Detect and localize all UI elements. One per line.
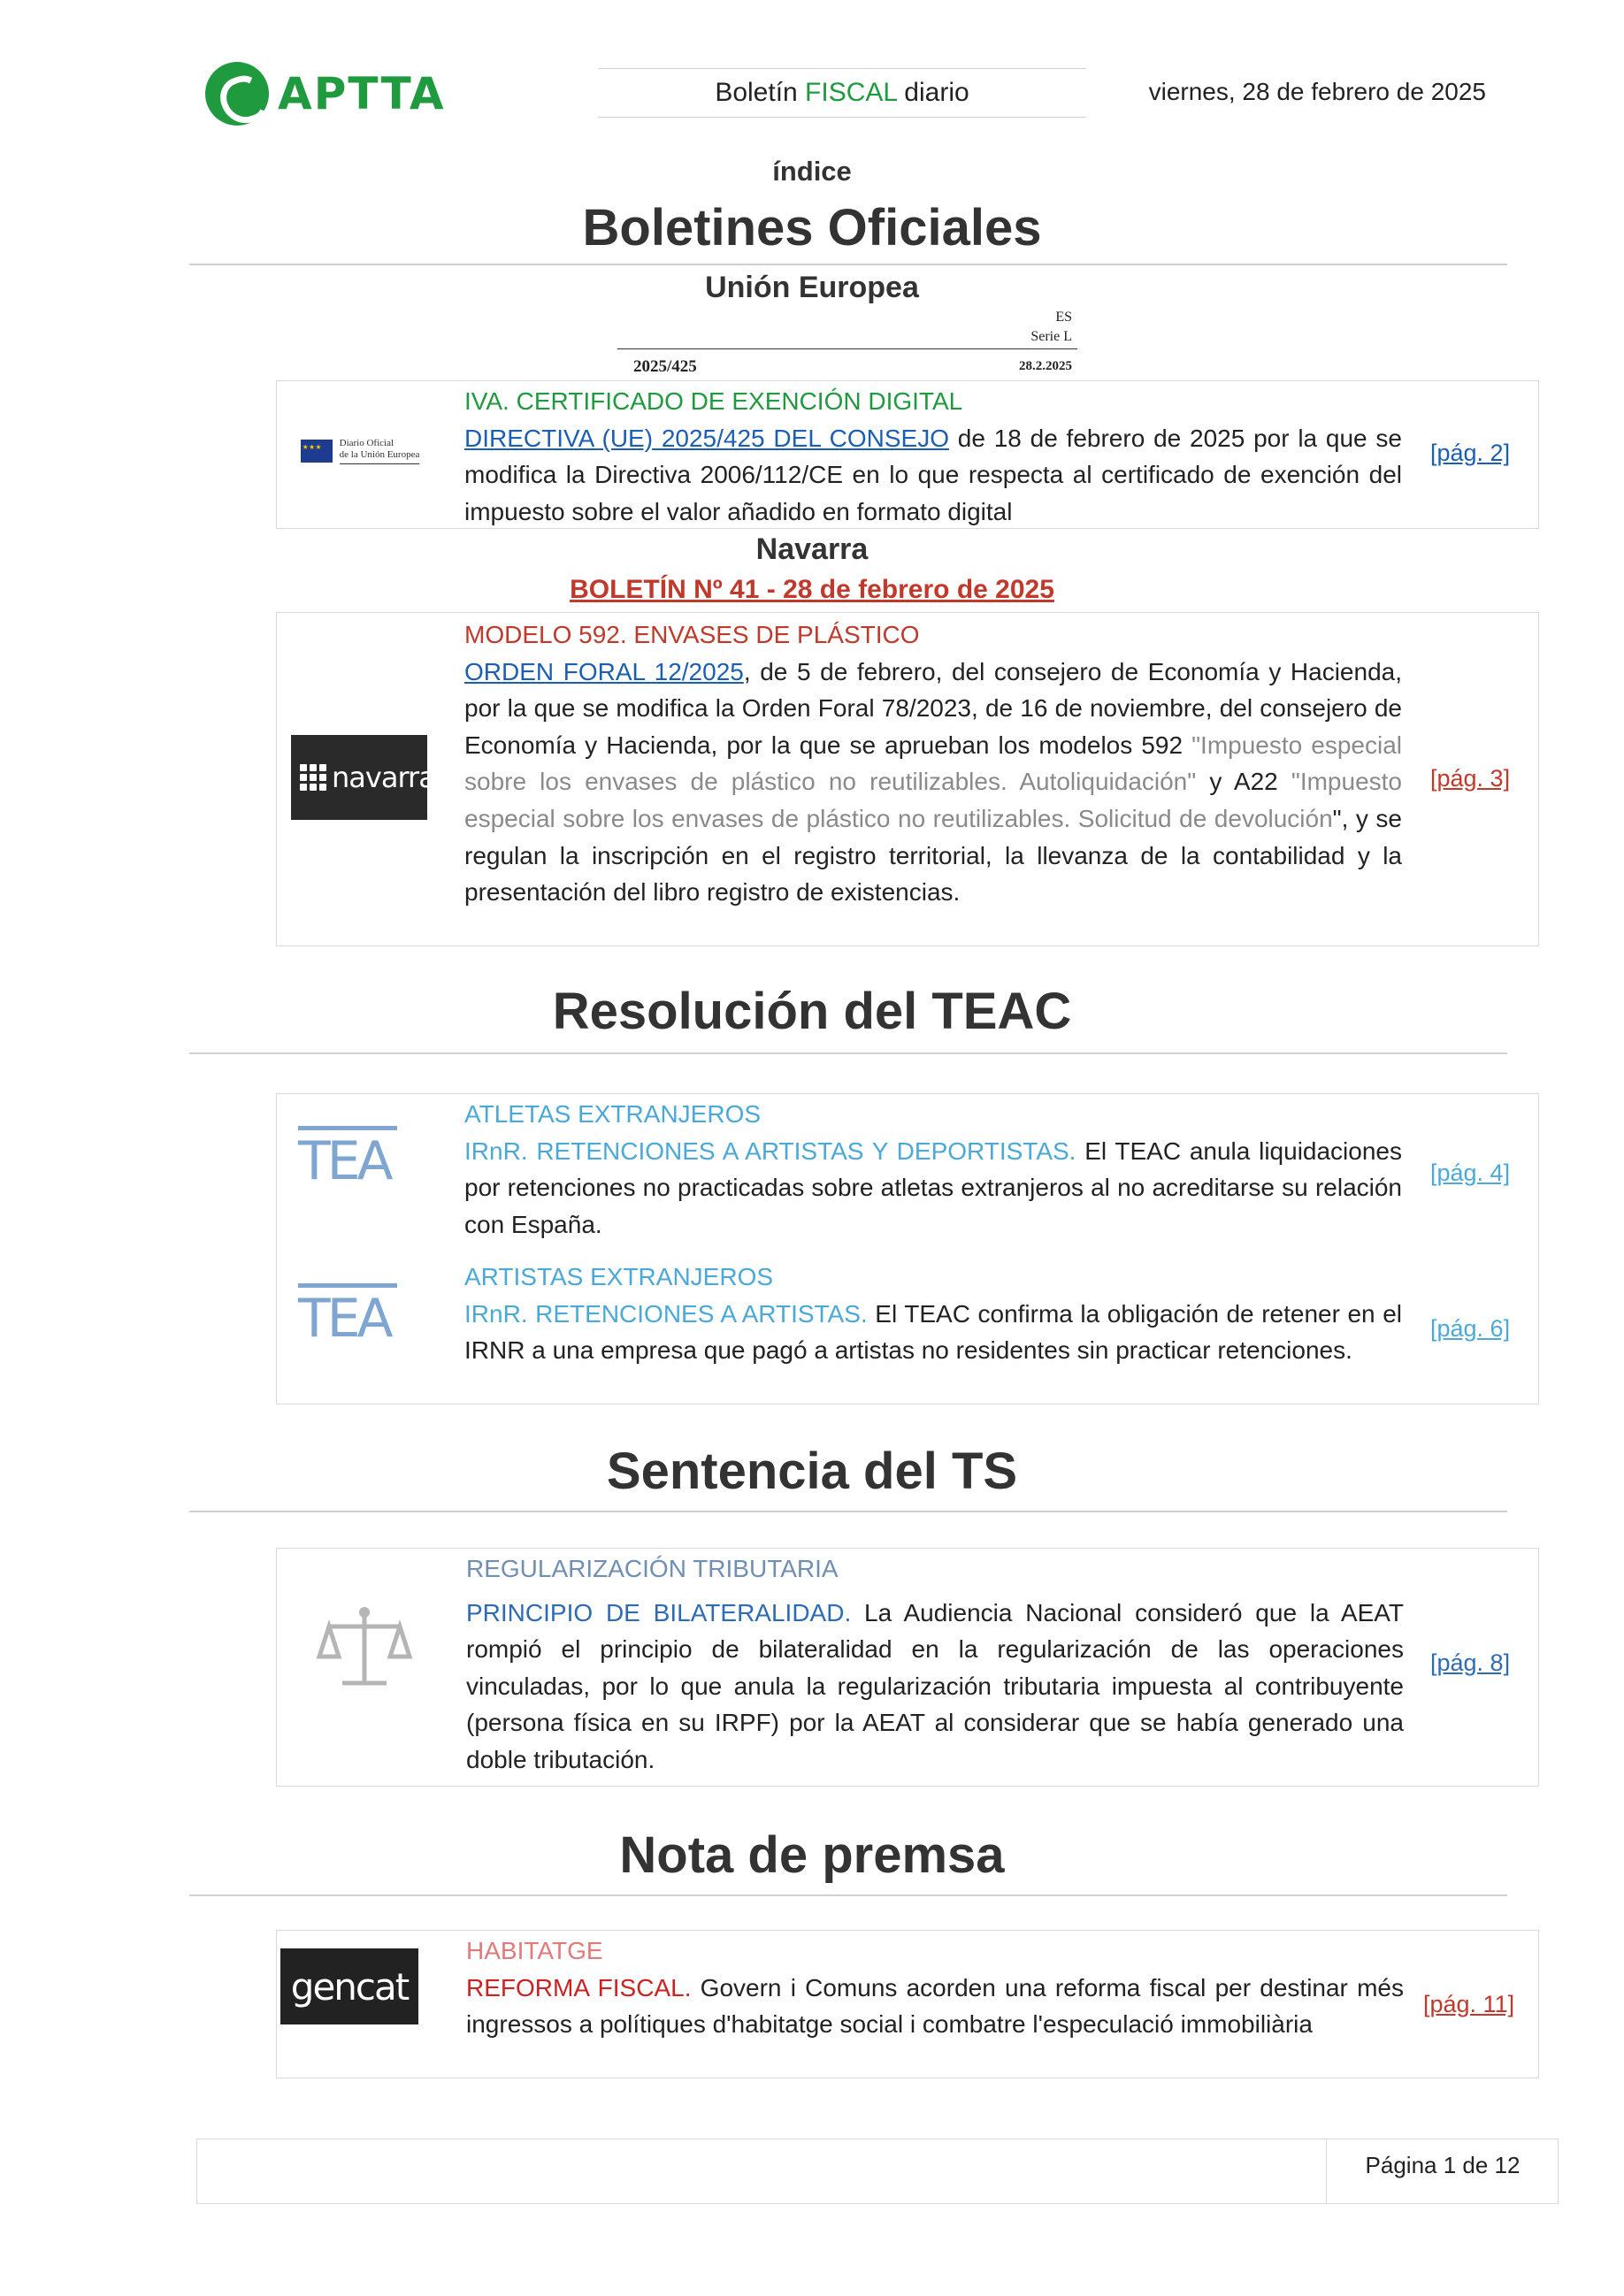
oj-number: 2025/425 bbox=[633, 357, 697, 376]
entry-lead: IRnR. RETENCIONES A ARTISTAS Y DEPORTISTAS. bbox=[464, 1137, 1076, 1165]
subtitle-ue: Unión Europea bbox=[705, 271, 919, 304]
entry-lead: IRnR. RETENCIONES A ARTISTAS. bbox=[464, 1299, 868, 1328]
page-link-3[interactable]: [pág. 3] bbox=[1430, 765, 1511, 792]
bulletin-date: viernes, 28 de febrero de 2025 bbox=[1148, 78, 1486, 105]
teac-entry-2-text: ARTISTAS EXTRANJEROS IRnR. RETENCIONES A ARTISTAS. El TEAC confirma la obligación de retener en el IRNR a una empresa que pagó a artistas no residentes sin practicar retenciones. bbox=[464, 1259, 1402, 1369]
oj-serie: Serie L bbox=[1030, 329, 1072, 344]
oj-lang: ES bbox=[1055, 310, 1072, 325]
navarra-dots-icon bbox=[300, 764, 326, 791]
entry-category: MODELO 592. ENVASES DE PLÁSTICO bbox=[464, 621, 920, 648]
subtitle-navarra: Navarra bbox=[755, 532, 869, 566]
section-title-ts: Sentencia del TS bbox=[606, 1443, 1018, 1500]
bulletin-title: Boletín FISCAL diario bbox=[598, 68, 1086, 118]
tea-logo: TEA bbox=[298, 1283, 397, 1349]
fiscal-word: FISCAL bbox=[805, 78, 897, 107]
section-divider bbox=[189, 264, 1507, 265]
section-title-boletines: Boletines Oficiales bbox=[582, 199, 1042, 256]
tea-logo: TEA bbox=[298, 1126, 397, 1191]
orden-foral-link[interactable]: ORDEN FORAL 12/2025 bbox=[464, 657, 744, 685]
entry-category: HABITATGE bbox=[466, 1937, 603, 1964]
page-footer bbox=[196, 2139, 1559, 2204]
gencat-logo: gencat bbox=[280, 1948, 418, 2024]
page-link-4[interactable]: [pág. 4] bbox=[1430, 1159, 1511, 1186]
scale-icon bbox=[316, 1602, 413, 1699]
oj-rule bbox=[617, 348, 1077, 349]
entry-category: REGULARIZACIÓN TRIBUTARIA bbox=[466, 1555, 839, 1582]
entry-ue-text: IVA. CERTIFICADO DE EXENCIÓN DIGITAL DIRECTIVA (UE) 2025/425 DEL CONSEJO de 18 de febrero de 2025 por la que se modifica la Directiva 2006/112/CE en lo que respecta al certificado de exención del impuesto sobre el valor añadido en formato digital bbox=[464, 383, 1402, 530]
section-divider bbox=[189, 1511, 1507, 1512]
entry-navarra-text: MODELO 592. ENVASES DE PLÁSTICO ORDEN FORAL 12/2025, de 5 de febrero, del consejero de Economía y Hacienda, por la que se modifica la Orden Foral 78/2023, de 16 de noviembre, del consejero de Economía y Hacienda, por la que se aprueban los modelos 592 "Impuesto especial sobre los envases de plástico no reutilizables. Autoliquidación" y A22 "Impuesto especial sobre los envases de plástico no reutilizables. Solicitud de devolución", y se regulan la inscripción en el registro territorial, la llevanza de la contabilidad y la presentación del libro registro de existencias. bbox=[464, 616, 1402, 911]
page-link-11[interactable]: [pág. 11] bbox=[1423, 1991, 1515, 2017]
entry-lead: REFORMA FISCAL. bbox=[466, 1973, 692, 2001]
entry-ts bbox=[276, 1548, 1539, 1787]
eu-journal-logo bbox=[298, 431, 422, 471]
navarra-bulletin-link[interactable]: BOLETÍN Nº 41 - 28 de febrero de 2025 bbox=[570, 575, 1054, 604]
page-link-8[interactable]: [pág. 8] bbox=[1430, 1649, 1511, 1676]
section-divider bbox=[189, 1052, 1507, 1054]
oj-date: 28.2.2025 bbox=[1019, 359, 1072, 373]
section-title-teac: Resolución del TEAC bbox=[552, 983, 1072, 1040]
entry-category: ARTISTAS EXTRANJEROS bbox=[464, 1263, 774, 1290]
page-link-2[interactable]: [pág. 2] bbox=[1430, 440, 1511, 466]
navarra-logo bbox=[291, 735, 474, 820]
directive-link[interactable]: DIRECTIVA (UE) 2025/425 DEL CONSEJO bbox=[464, 424, 949, 452]
official-journal-strip bbox=[617, 310, 1077, 380]
section-title-premsa: Nota de premsa bbox=[619, 1826, 1005, 1884]
page-number: Página 1 de 12 bbox=[1365, 2152, 1521, 2178]
aptta-logo-icon bbox=[205, 62, 269, 126]
teac-entry-1-text: ATLETAS EXTRANJEROS IRnR. RETENCIONES A ARTISTAS Y DEPORTISTAS. El TEAC anula liquidaciones por retenciones no practicadas sobre atletas extranjeros al no acreditarse su relación con España. bbox=[464, 1096, 1402, 1243]
entry-category: IVA. CERTIFICADO DE EXENCIÓN DIGITAL bbox=[464, 387, 963, 415]
entry-ue bbox=[276, 380, 1539, 529]
entry-premsa-text: HABITATGE REFORMA FISCAL. Govern i Comuns acorden una reforma fiscal per destinar més ingressos a polítiques d'habitatge social i combatre l'especulació immobiliària bbox=[466, 1932, 1404, 2043]
entry-lead: PRINCIPIO DE BILATERALIDAD. bbox=[466, 1598, 852, 1626]
entry-category: ATLETAS EXTRANJEROS bbox=[464, 1100, 762, 1128]
navarra-logo-text: navarra.es bbox=[332, 761, 474, 794]
page-link-6[interactable]: [pág. 6] bbox=[1430, 1315, 1511, 1342]
logo-text: APTTA bbox=[278, 68, 446, 119]
entry-navarra bbox=[276, 612, 1539, 946]
aptta-logo bbox=[205, 58, 462, 129]
eu-flag-icon bbox=[301, 440, 333, 463]
entry-premsa bbox=[276, 1930, 1539, 2078]
section-divider bbox=[189, 1894, 1507, 1896]
entry-ts-text: REGULARIZACIÓN TRIBUTARIA PRINCIPIO DE BILATERALIDAD. La Audiencia Nacional consideró que la AEAT rompió el principio de bilateralidad en la regularización de las operaciones vinculadas, por lo que anula la regularización tributaria impuesta al contribuyente (persona física en su IRPF) por la AEAT al considerar que se había generado una doble tributación. bbox=[466, 1550, 1404, 1779]
index-label: índice bbox=[772, 156, 852, 187]
entry-teac bbox=[276, 1093, 1539, 1404]
eu-journal-label: Diario Oficial de la Unión Europea bbox=[340, 438, 420, 464]
